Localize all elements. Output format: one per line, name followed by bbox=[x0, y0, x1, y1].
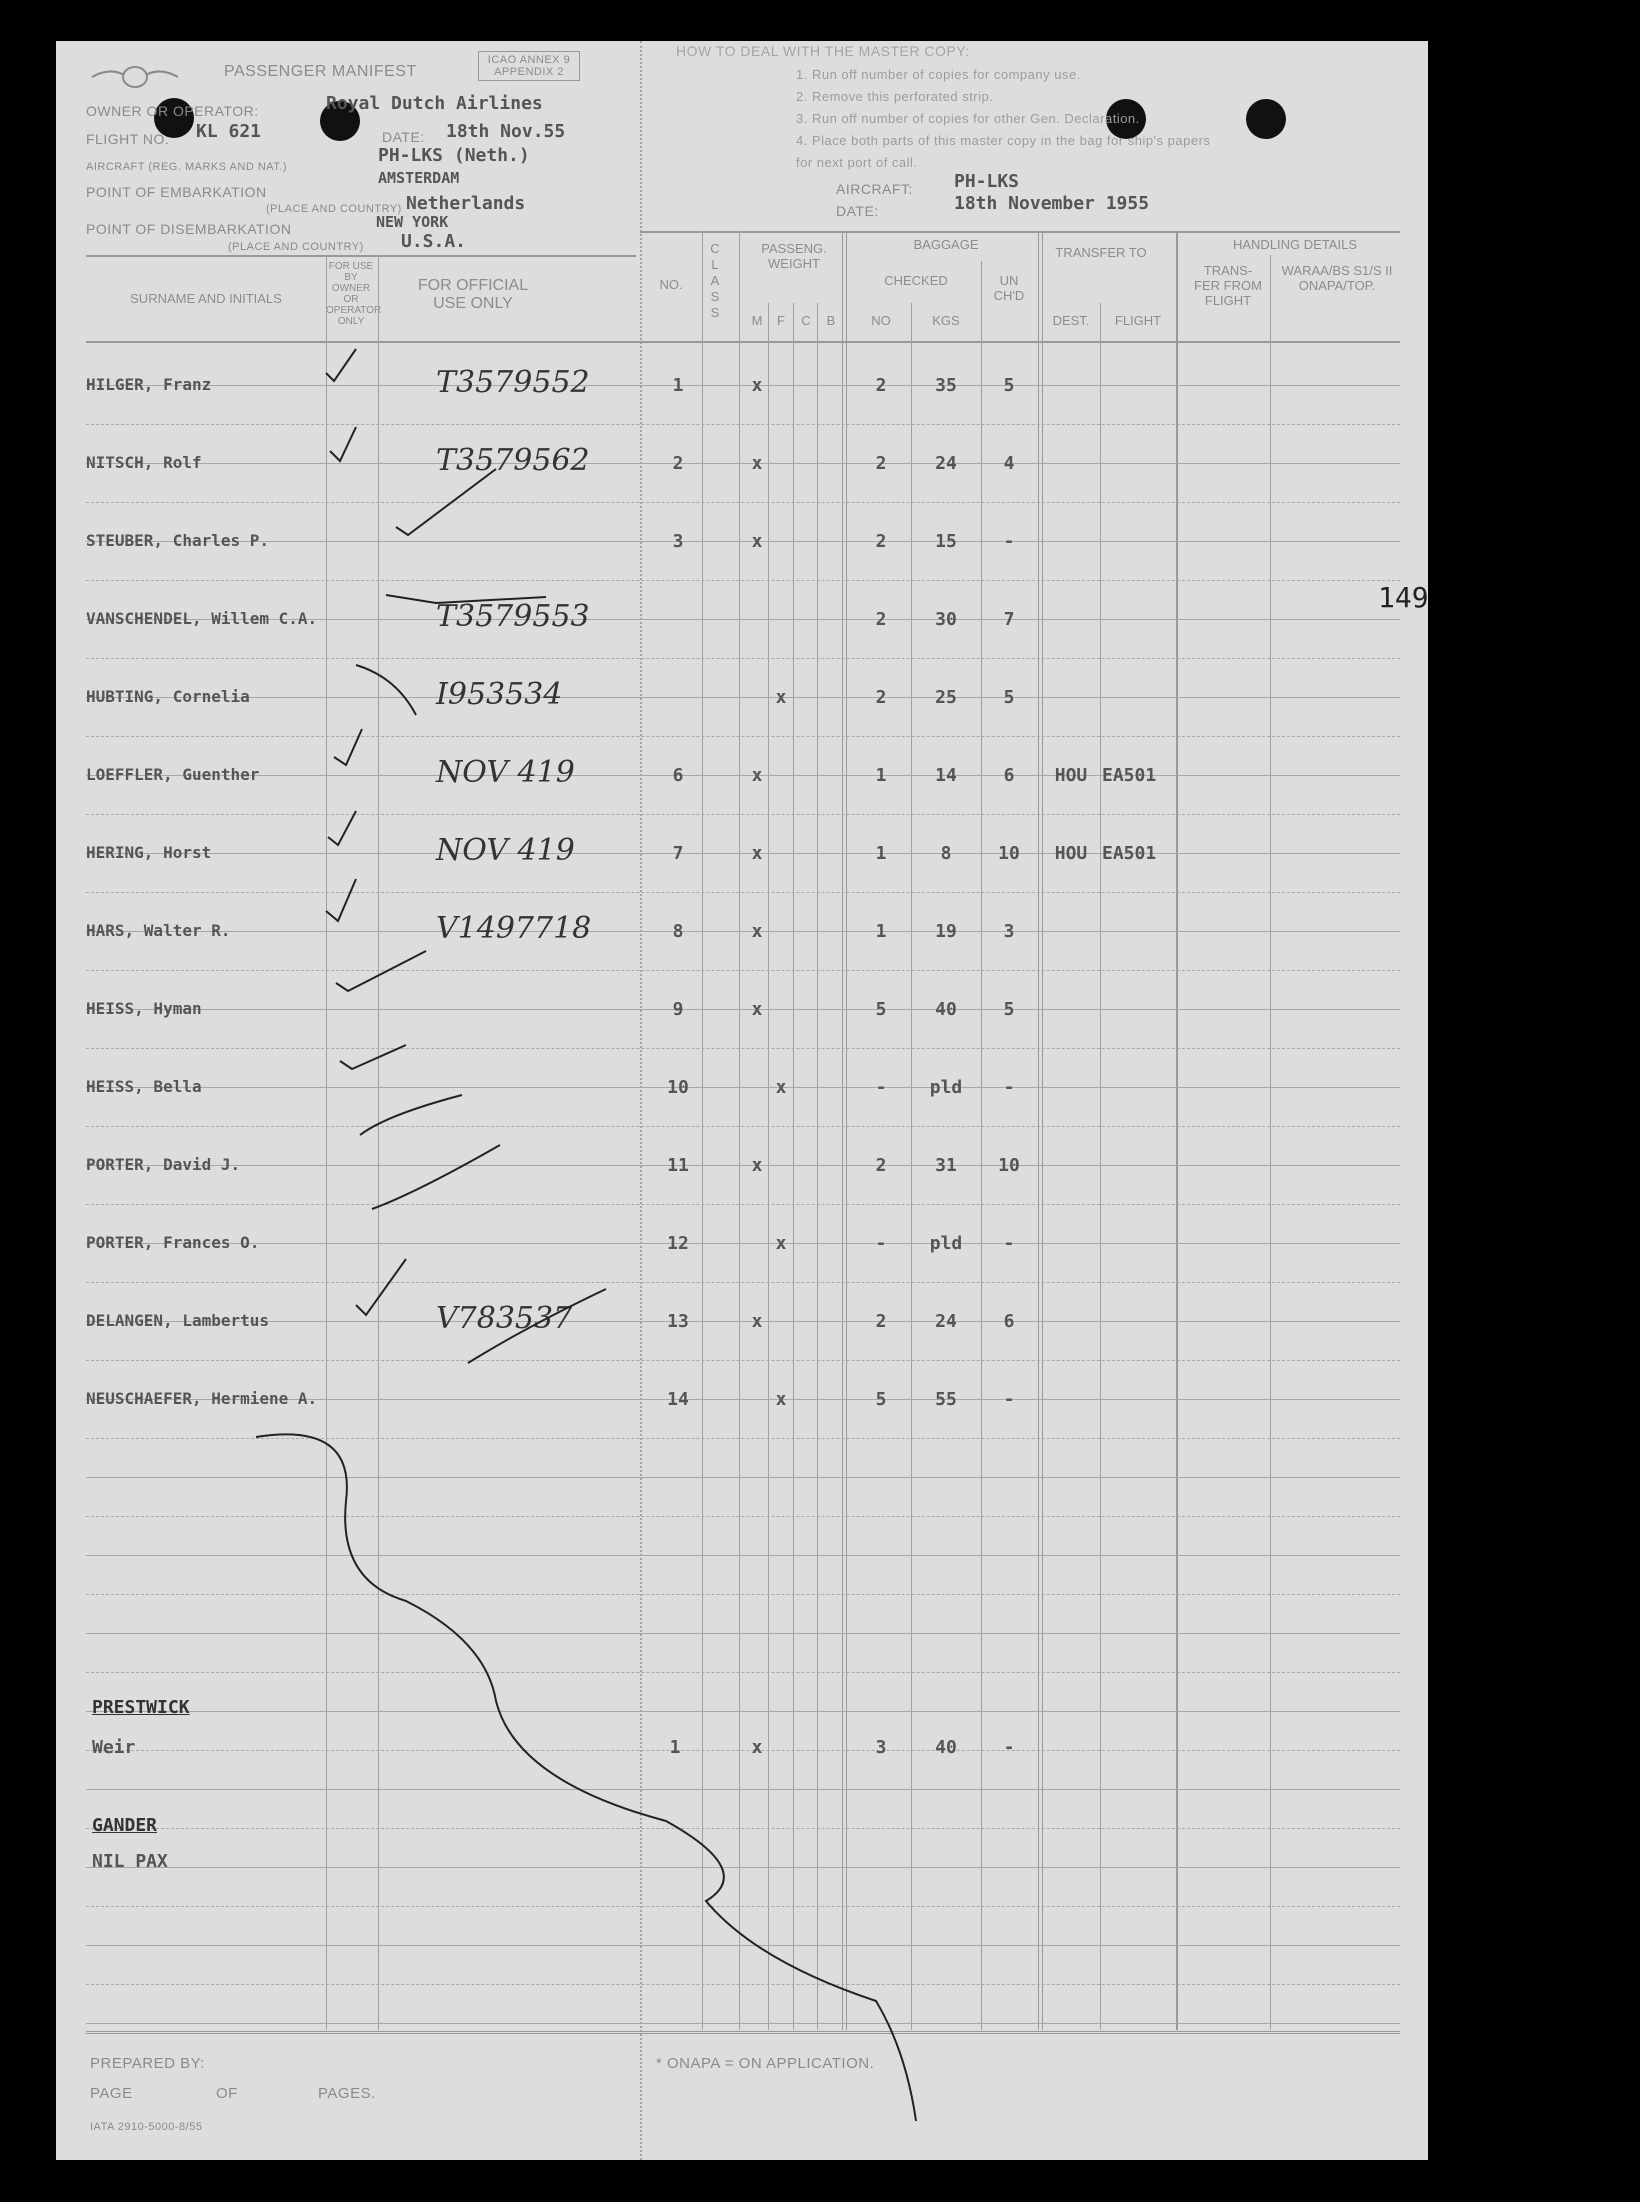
col-no: NO. bbox=[659, 277, 683, 292]
cell-unchd: 5 bbox=[1003, 687, 1015, 708]
page-number: 149 bbox=[1378, 581, 1429, 614]
cell-unchd: 10 bbox=[998, 843, 1020, 864]
cell-m: x bbox=[751, 1311, 763, 1332]
cell-bags: 1 bbox=[875, 765, 887, 786]
instr-aircraft-value: PH-LKS bbox=[954, 171, 1020, 192]
cell-name: HEISS, Bella bbox=[86, 1077, 202, 1096]
cell-name: PORTER, David J. bbox=[86, 1155, 241, 1174]
cell-official: I953534 bbox=[436, 677, 563, 712]
cell-unchd: - bbox=[1003, 531, 1015, 552]
col-baggage: BAGGAGE bbox=[913, 237, 979, 252]
cell-name: LOEFFLER, Guenther bbox=[86, 765, 260, 784]
checkmark-icon bbox=[326, 349, 356, 381]
cell-m: x bbox=[751, 375, 763, 396]
cell-unchd: 6 bbox=[1003, 765, 1015, 786]
cell-m: x bbox=[751, 453, 763, 474]
cell-kgs: 25 bbox=[935, 687, 957, 708]
cell-official: V783537 bbox=[436, 1301, 573, 1336]
instruction-item: 2. Remove this perforated strip. bbox=[796, 89, 994, 104]
cell-bags: 5 bbox=[875, 999, 887, 1020]
embarkation-label: POINT OF EMBARKATION bbox=[86, 184, 267, 200]
cell-bags: - bbox=[875, 1233, 887, 1254]
cell-unchd: 6 bbox=[1003, 1311, 1015, 1332]
page-label: PAGE bbox=[90, 2085, 133, 2102]
checkmark-icon bbox=[330, 427, 356, 461]
col-f: F bbox=[777, 313, 785, 328]
checkmark-icon bbox=[340, 1045, 406, 1069]
embarkation-country: Netherlands bbox=[406, 193, 526, 214]
onapa-note: * ONAPA = ON APPLICATION. bbox=[656, 2055, 875, 2072]
instr-date-value: 18th November 1955 bbox=[954, 193, 1150, 214]
prestwick-name: Weir bbox=[92, 1737, 136, 1758]
col-m: M bbox=[751, 313, 763, 328]
cell-bags: 2 bbox=[875, 453, 887, 474]
cell-no: 11 bbox=[667, 1155, 689, 1176]
instructions-heading: HOW TO DEAL WITH THE MASTER COPY: bbox=[676, 43, 970, 59]
cell-bags: 2 bbox=[875, 687, 887, 708]
cell-kgs: 19 bbox=[935, 921, 957, 942]
cell-bags: 2 bbox=[875, 1311, 887, 1332]
form-title: PASSENGER MANIFEST bbox=[224, 63, 417, 80]
col-c: C bbox=[801, 313, 811, 328]
checkmark-icon bbox=[334, 729, 362, 765]
checkmark-icon bbox=[336, 951, 426, 991]
form-code: IATA 2910-5000-8/55 bbox=[90, 2121, 203, 2133]
col-flight: FLIGHT bbox=[1114, 313, 1162, 328]
cell-flight: EA501 bbox=[1102, 765, 1157, 786]
cell-flight: EA501 bbox=[1102, 843, 1157, 864]
cell-unchd: 7 bbox=[1003, 609, 1015, 630]
cell-name: VANSCHENDEL, Willem C.A. bbox=[86, 609, 318, 628]
col-waraa: WARAA/BS S1/S II ONAPA/TOP. bbox=[1281, 263, 1393, 293]
checkmark-icon bbox=[328, 811, 356, 845]
col-owner-use: FOR USE BY OWNER OR OPERATOR ONLY bbox=[326, 261, 382, 327]
cell-official: T3579553 bbox=[436, 599, 590, 634]
cell-m: x bbox=[751, 765, 763, 786]
cell-m: x bbox=[751, 1155, 763, 1176]
cell-no: 3 bbox=[672, 531, 684, 552]
checkmark-icon bbox=[326, 879, 356, 921]
of-label: OF bbox=[216, 2085, 238, 2102]
pages-label: PAGES. bbox=[318, 2085, 376, 2102]
col-class: CLASS bbox=[710, 241, 720, 320]
long-scribble bbox=[256, 1434, 916, 2121]
col-transfer-to: TRANSFER TO bbox=[1055, 245, 1147, 260]
instruction-item: 3. Run off number of copies for other Gen. Declaration. bbox=[796, 111, 1140, 126]
gander-heading: GANDER bbox=[92, 1815, 158, 1836]
cell-kgs: 24 bbox=[935, 453, 957, 474]
cell-name: STEUBER, Charles P. bbox=[86, 531, 270, 550]
cell-bags: 5 bbox=[875, 1389, 887, 1410]
prestwick-kgs: 40 bbox=[935, 1737, 957, 1758]
cell-unchd: 5 bbox=[1003, 999, 1015, 1020]
cell-kgs: 31 bbox=[935, 1155, 957, 1176]
cell-kgs: 30 bbox=[935, 609, 957, 630]
checkmark-icon bbox=[360, 1095, 462, 1135]
flight-value: KL 621 bbox=[196, 121, 262, 142]
cell-no: 1 bbox=[672, 375, 684, 396]
cell-no: 2 bbox=[672, 453, 684, 474]
manifest-sheet bbox=[56, 41, 1428, 2160]
cell-name: DELANGEN, Lambertus bbox=[86, 1311, 270, 1330]
cell-kgs: pld bbox=[929, 1077, 963, 1098]
disembarkation-country: U.S.A. bbox=[401, 231, 467, 252]
cell-official: T3579552 bbox=[436, 365, 590, 400]
col-transfer-from: TRANS- FER FROM FLIGHT bbox=[1194, 263, 1262, 308]
date-label: DATE: bbox=[382, 129, 425, 145]
cell-name: NEUSCHAEFER, Hermiene A. bbox=[86, 1389, 318, 1408]
cell-bags: 2 bbox=[875, 1155, 887, 1176]
cell-name: NITSCH, Rolf bbox=[86, 453, 202, 472]
gander-text: NIL PAX bbox=[92, 1851, 168, 1872]
col-surname: SURNAME AND INITIALS bbox=[130, 291, 282, 306]
prestwick-m: x bbox=[751, 1737, 763, 1758]
prestwick-unchd: - bbox=[1003, 1737, 1015, 1758]
cell-unchd: 10 bbox=[998, 1155, 1020, 1176]
cell-name: HEISS, Hyman bbox=[86, 999, 202, 1018]
cell-f: x bbox=[775, 1233, 787, 1254]
cell-m: x bbox=[751, 531, 763, 552]
prepared-by: PREPARED BY: bbox=[90, 2055, 205, 2072]
cell-kgs: 40 bbox=[935, 999, 957, 1020]
cell-m: x bbox=[751, 843, 763, 864]
cell-kgs: 15 bbox=[935, 531, 957, 552]
cell-bags: - bbox=[875, 1077, 887, 1098]
instruction-item: 1. Run off number of copies for company use. bbox=[796, 67, 1081, 82]
pen-marks bbox=[56, 41, 1428, 2160]
prestwick-heading: PRESTWICK bbox=[92, 1697, 190, 1718]
cell-bags: 2 bbox=[875, 531, 887, 552]
cell-dest: HOU bbox=[1054, 765, 1088, 786]
cell-kgs: 55 bbox=[935, 1389, 957, 1410]
cell-unchd: - bbox=[1003, 1389, 1015, 1410]
cell-kgs: 14 bbox=[935, 765, 957, 786]
cell-kgs: 35 bbox=[935, 375, 957, 396]
col-dest: DEST. bbox=[1052, 313, 1090, 328]
col-passeng-weight: PASSENG. WEIGHT bbox=[761, 241, 827, 271]
cell-official: NOV 419 bbox=[436, 833, 575, 868]
cell-no: 9 bbox=[672, 999, 684, 1020]
embarkation-city: AMSTERDAM bbox=[378, 169, 460, 187]
instruction-item: for next port of call. bbox=[796, 155, 918, 170]
date-value: 18th Nov.55 bbox=[446, 121, 566, 142]
disembarkation-label: POINT OF DISEMBARKATION bbox=[86, 221, 292, 237]
cell-no: 8 bbox=[672, 921, 684, 942]
prestwick-no: 1 bbox=[669, 1737, 681, 1758]
cell-unchd: - bbox=[1003, 1233, 1015, 1254]
cell-m: x bbox=[751, 999, 763, 1020]
owner-value: Royal Dutch Airlines bbox=[326, 93, 543, 114]
cell-no: 14 bbox=[667, 1389, 689, 1410]
col-official: FOR OFFICIAL USE ONLY bbox=[417, 277, 529, 312]
cell-unchd: - bbox=[1003, 1077, 1015, 1098]
checkmark-icon bbox=[396, 469, 496, 535]
cell-no: 7 bbox=[672, 843, 684, 864]
cell-f: x bbox=[775, 687, 787, 708]
col-kgs: KGS bbox=[932, 313, 960, 328]
cell-kgs: 8 bbox=[940, 843, 952, 864]
col-checked: CHECKED bbox=[884, 273, 948, 288]
cell-unchd: 4 bbox=[1003, 453, 1015, 474]
checkmark-icon bbox=[386, 595, 546, 603]
icao-annex: ICAO ANNEX 9 APPENDIX 2 bbox=[478, 51, 580, 81]
cell-kgs: pld bbox=[929, 1233, 963, 1254]
cell-official: V1497718 bbox=[436, 911, 592, 946]
aircraft-value: PH-LKS (Neth.) bbox=[378, 145, 530, 166]
cell-name: HILGER, Franz bbox=[86, 375, 212, 394]
checkmark-icon bbox=[468, 1289, 606, 1363]
cell-name: HARS, Walter R. bbox=[86, 921, 231, 940]
col-handling: HANDLING DETAILS bbox=[1232, 237, 1357, 252]
cell-bags: 1 bbox=[875, 843, 887, 864]
owner-label: OWNER OR OPERATOR: bbox=[86, 103, 259, 119]
cell-bags: 1 bbox=[875, 921, 887, 942]
cell-unchd: 3 bbox=[1003, 921, 1015, 942]
flight-label: FLIGHT NO. bbox=[86, 131, 170, 147]
cell-no: 12 bbox=[667, 1233, 689, 1254]
disembarkation-sub: (PLACE AND COUNTRY) bbox=[228, 241, 364, 253]
cell-no: 6 bbox=[672, 765, 684, 786]
embarkation-sub: (PLACE AND COUNTRY) bbox=[266, 203, 402, 215]
cell-f: x bbox=[775, 1077, 787, 1098]
cell-f: x bbox=[775, 1389, 787, 1410]
cell-no: 13 bbox=[667, 1311, 689, 1332]
cell-name: HUBTING, Cornelia bbox=[86, 687, 250, 706]
checkmark-icon bbox=[356, 665, 416, 715]
cell-bags: 2 bbox=[875, 609, 887, 630]
cell-no: 10 bbox=[667, 1077, 689, 1098]
instr-date-label: DATE: bbox=[836, 203, 879, 219]
instr-aircraft-label: AIRCRAFT: bbox=[836, 181, 913, 197]
aircraft-label: AIRCRAFT (REG. MARKS AND NAT.) bbox=[86, 161, 288, 173]
cell-official: NOV 419 bbox=[436, 755, 575, 790]
cell-name: PORTER, Frances O. bbox=[86, 1233, 260, 1252]
col-unchd: UN CH'D bbox=[993, 273, 1025, 303]
cell-dest: HOU bbox=[1054, 843, 1088, 864]
cell-name: HERING, Horst bbox=[86, 843, 212, 862]
cell-official: T3579562 bbox=[436, 443, 590, 478]
cell-m: x bbox=[751, 921, 763, 942]
checkmark-icon bbox=[372, 1145, 500, 1209]
instruction-item: 4. Place both parts of this master copy in the bag for ship's papers bbox=[796, 133, 1211, 148]
prestwick-bags: 3 bbox=[875, 1737, 887, 1758]
cell-kgs: 24 bbox=[935, 1311, 957, 1332]
disembarkation-city: NEW YORK bbox=[376, 213, 449, 231]
checkmark-icon bbox=[356, 1259, 406, 1315]
col-bag-no: NO bbox=[871, 313, 891, 328]
cell-bags: 2 bbox=[875, 375, 887, 396]
col-b: B bbox=[826, 313, 836, 328]
cell-unchd: 5 bbox=[1003, 375, 1015, 396]
